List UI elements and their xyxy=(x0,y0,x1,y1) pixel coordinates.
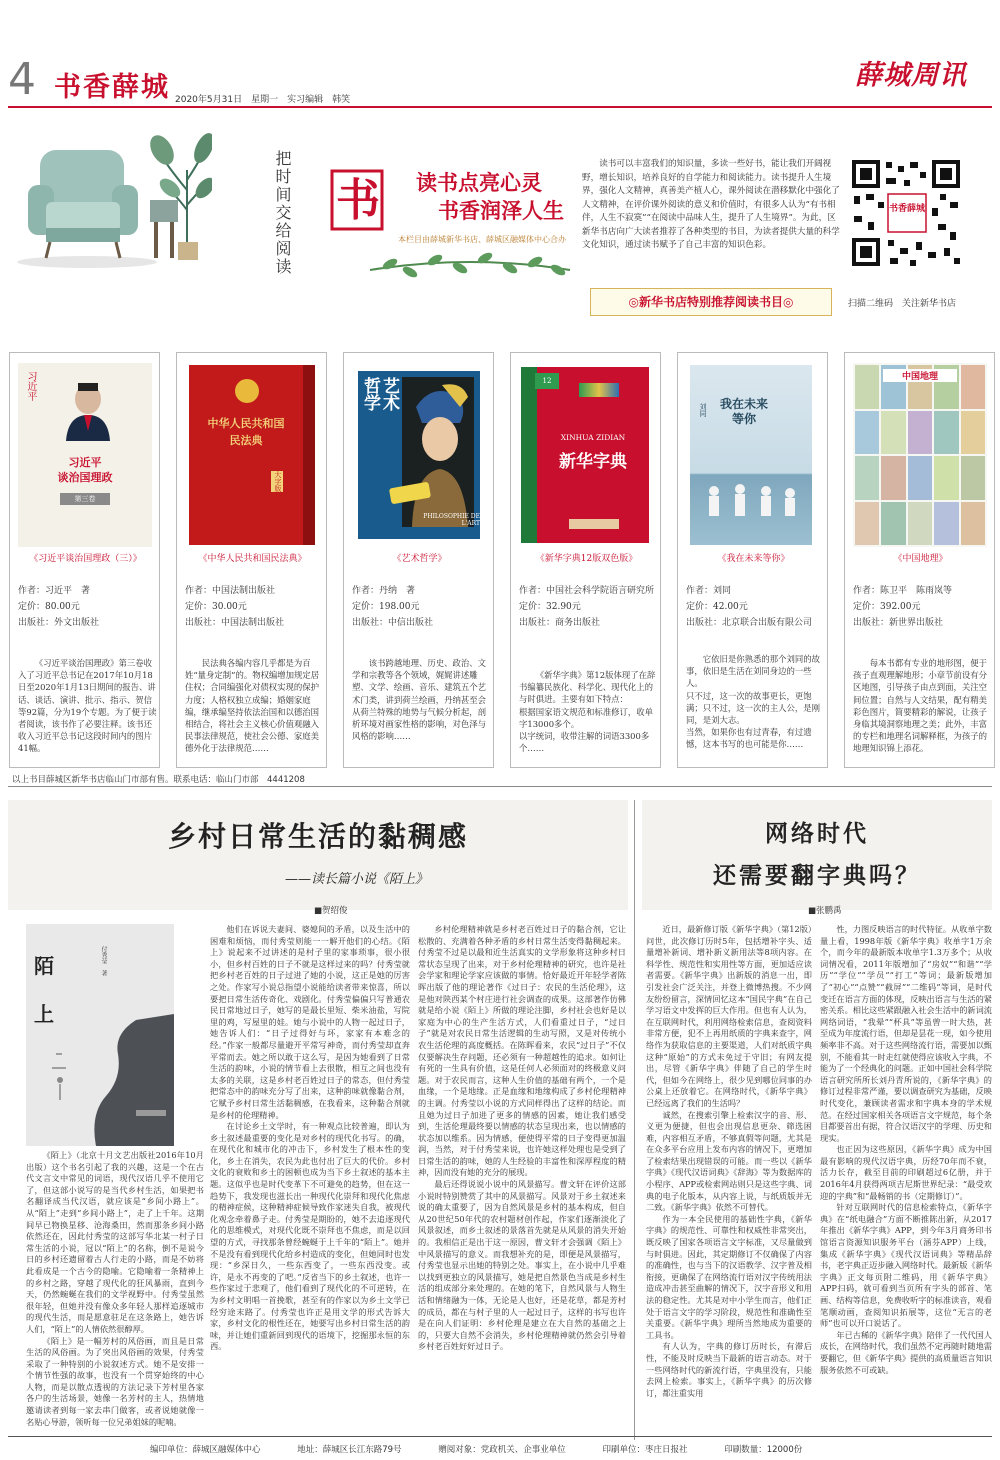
article2-title-line2: 还需要翻字典吗？ xyxy=(713,862,921,889)
section-rule xyxy=(8,786,992,787)
paragraph: 针对互联网时代的信息检索特点，《新华字典》在“纸电融合”方面不断推陈出新，从2017年推出《新华字典》APP，到今年3月商务印书馆语言资源知识服务平台（涵芬APP）上线，集成《新华字典》《现代汉语词典》等精品辞书，老字典正迈步融入网络时代。最新版《新华字典》正文每页附二维码，用《新华字典》APP扫码，就可看到当页所有字头的部首、笔画、结构等信息，免费收听字的标准读音，观看笔顺动画，查阅知识拓展等，这位“无言的老师”也可以开口说话了。 xyxy=(820,1202,992,1329)
book-meta xyxy=(686,583,826,631)
paragraph: 性，力图反映语言的时代特征。从收单字数量上看，1998年版《新华字典》收单字1万余个，而今年的最新版本收单字1.3万多个；从收词情况看，2011年版增加了“房奴”“和谐”“学历”“学位”“学员”“打工”等词；最新版增加了“初心”“点赞”“截屏”“二维码”等词，是时代变迁在语言方面的体现，反映出语言与生活的紧密关系。相比这些紧跟融入社会生活中的新词流网络词语，“我晕”“杯具”等虽曾一时大热，甚至成为年度流行语，但却是昙花一现，如今使用频率非不高。对于这些网络流行语，需要加以甄别，不能看其一时走红就使得应该收入字典，不能为了一个经典化的问题。正如中国社会科学院语言研究所所长刘丹青所说的，《新华字典》的修订过程非常严谨，要以调查研究为基础，反映时代变化，兼顾读者需求和字典本身的学术规范。在经过国家相关各项语言文字规范，每个条目都要首出有据，符合汉语汉字的学理、历史和现实。 xyxy=(820,924,992,1143)
leaf-decoration-icon xyxy=(360,250,580,286)
book-cover-image xyxy=(352,363,486,547)
cover-volume: 刘同 xyxy=(699,403,707,417)
book-meta xyxy=(853,583,993,631)
logo-char: 书 xyxy=(336,175,380,226)
book-meta xyxy=(352,583,492,631)
cover-spine: 习近平 xyxy=(25,371,36,401)
qr-code-icon[interactable] xyxy=(850,158,962,268)
book-cover-image xyxy=(185,363,319,547)
paragraph: 在讨论乡土文学时，有一种观点比较普遍，即认为乡土叙述最重要的变化是对乡村的现代化书写。的确，在现代化和城市化的冲击下，乡村发生了根本性的变化，乡土在消失，农民为此也付出了巨大的代价。乡村文化的衰败和乡土的困顿也成为当下乡土叙述的基本主题。这似乎也是时代变革下不可避免的趋势，但在这一趋势下，我发现也滋长出一种现代化崇拜和现代化焦虑的精神症候，这种精神症候导致作家迷失自我，被现代化观念牵着鼻子走。付秀莹是期盼的，她不去追逐现代化的思维模式，对现代化既不崇拜也不焦虑，而是以回望的方式，寻找那条曾经蜿蜒于上千年的“陌上”。她并不是没有看到现代化给乡村造成的变化，但她同时也发现：“乡深日久，一些东西变了，一些东西没变。或许，是永不再变的了吧。”反省当下的乡土叙述，也许一些作家过于悲观了，他们看到了现代化的不可逆转，在为乡村文明唱一首挽歌，甚至有的作家以为乡土文学已经穷途末路了。付秀莹也许正是用文学的形式告诉大家，乡村文化的根性还在，她要写出乡村日常生活的韵味，并让她们重新回到现代的语境下，挖掘那永恒的东西。 xyxy=(210,1121,410,1352)
book-price: 定价：32.90元 xyxy=(519,602,581,612)
book-meta xyxy=(18,583,158,631)
paragraph: 乡村伦理精神就是乡村老百姓过日子的黏合剂，它让松散的、充满着各种矛盾的乡村日常生活变得黏稠起来。付秀莹不过是以最和近生活真实的文学形象将这种乡村日常状态呈现了出来，对于乡村伦理精神的研究，也许是社会学家和理论学家应该做的事情。恰好最近开年轻学者陈晖出版了他的理论著作《过日子：农民的生活伦理》，这是他对陕西某个村庄进行社会调查的成果。这部著作仿佛就是给小说《陌上》所做的理论注脚，乡村社会也好是以家庭为中心的生产生活方式，人们看重过日子，“过日子”就是对农民日常生活逻辑的生动写照，又是对传统小农生活伦理的高度概括。在陈晖看来，农民“过日子”不仅仅要解决生存问题，还必须有一种超越性的追求。如何让有死的一生具有价值，这是任何人必须面对的终极意义问题。对于农民而言，这种人生价值的基础有两个，一个是血缘，一个是地缘。正是血缘和地缘构成了乡村伦理精神的主调。付秀莹以小说的方式同样得出了这样的结论。而且她为过日子加进了更多的情感的因素，她让我们感受到，生活伦理最终要以情感的状态呈现出来，也以情感的状态加以维系。因为情感，便使得平常的日子变得更加温润，当然，对于付秀莹来说，也许她这样处理也是受到了日常生活的韵味，她的人生经验的丰富性和深厚程度的精神，因而没有她的充分的展现。 xyxy=(418,924,626,1178)
banner-line2: 书香润泽人生 xyxy=(438,198,564,223)
article1-title: 乡村日常生活的黏稠感 xyxy=(167,820,468,853)
book-description: 每本书都有专业的地形图，便于孩子直观理解地形；小章节前设有分区地图，引导孩子由点到面，关注空间位置；自然与人文结果，配有精美彩色图片，简要精彩的解说，让孩子身临其境洞察地理之美；此外，丰富的专栏和地理名词解释框，为孩子的地理知识锦上添花。 xyxy=(853,658,988,754)
book-title[interactable]: 《艺术哲学》 xyxy=(392,554,447,564)
section-title: 书香薛城 xyxy=(54,72,170,103)
paragraph: 作为一本全民使用的基础性字典，《新华字典》的规范性、可靠性和权威性非常突出，既反映了国家各项语言文字标准，又尽量做到与时俱进。因此，其定期修订不仅确保了内容的准确性，也与当下的汉语教学、汉字普及相衔接，更确保了在网络流行语对汉字传统用法造成冲击甚至曲解的情况下，汉字音形义和用法的稳定性。尤其是对中小学生而言，他们正处于语言文字的学习阶段，规范性和准确性至关重要。《新华字典》理所当然地成为重要的工具书。 xyxy=(646,1213,812,1340)
printer: 印刷单位：枣庄日报社 xyxy=(602,1445,688,1455)
publisher-mark xyxy=(569,519,619,529)
banner-line1: 读书点亮心灵 xyxy=(416,170,542,195)
armchair-illustration xyxy=(12,130,212,270)
newspaper-brand: 薛城周讯 xyxy=(855,60,967,91)
paragraph: 有人认为，字典的修订历时长，有滞后性，不能及时反映当下最新的语言动态。对于一些网络时代的新流行语，字典里没有，只能去网上检索。事实上，《新华字典》的历次修订，都注重实用 xyxy=(646,1341,812,1398)
book-author: 作者：习近平 著 xyxy=(18,586,91,596)
article1-col3 xyxy=(418,924,626,1432)
paragraph: 《陌上》（北京十月文艺出版社2016年10月出版）这个书名引起了我的兴趣，这是一个在古代文言文中常见的词语，现代汉语几乎不使用它了，但这部小说写的是当代乡村生活，如果把书名翻译成当代汉语，就应该是“乡间小路上”。从“陌上”走到“乡间小路上”，走了上千年。这期间早已物换星移、沧海桑田，然而那条乡间小路依然还在，因此付秀莹的这部写华北某一村子日常生活的小说，冠以“陌上”的名称，倒不是说今日的乡村还遗留着古人行走的小路，而是不妨将此看成是一个古今的隐喻。它隐喻着一条精神上的乡村之路，穿越了现代化的狂风暴雨，直到今天，仍然蜿蜒在我们的文学视野中。付秀莹虽然很年轻，但她并没有像众多年轻人那样追逐城市的现代生活，而是愿意驻足在这条路上，她告诉人们，“陌上”的人情依然很醇厚。 xyxy=(26,1150,204,1334)
cover-title: 我在未来 等你 xyxy=(719,397,768,426)
book-author: 作者：陈卫平 陈雨岚等 xyxy=(853,586,953,596)
book-price: 定价：198.00元 xyxy=(352,602,420,612)
date-line: 2020年5月31日 星期一 实习编辑 韩笑 xyxy=(175,95,351,105)
cover-volume: 第三卷 xyxy=(60,493,110,505)
book-publisher: 出版社：新世界出版社 xyxy=(853,618,944,628)
book-availability-note: 以上书目薛城区新华书店临山门市部有售。联系电话：临山门市部 4441208 xyxy=(12,775,305,785)
cover-volume: XINHUA ZIDIAN xyxy=(560,433,626,442)
book-publisher: 出版社：北京联合出版有限公司 xyxy=(686,618,813,628)
book-price: 定价：392.00元 xyxy=(853,602,921,612)
cover-title: 新华字典 xyxy=(559,452,627,472)
article1-col1 xyxy=(26,1150,204,1432)
book-price: 定价：42.00元 xyxy=(686,602,748,612)
book-price: 定价：30.00元 xyxy=(185,602,247,612)
cover-volume: 大字版 xyxy=(271,471,283,492)
article2-col1 xyxy=(646,924,812,1432)
painting-portrait-icon xyxy=(402,377,474,527)
article1-author: ■贺绍俊 xyxy=(314,906,348,916)
paragraph: 他们在诉说夫妻间、婆媳间的矛盾，以及生活中的困难和烦恼，而付秀莹则能一一解开他们的心结。《陌上》说起来不过讲述的是村子里的家事琐事，很小很小，但乡村百姓的日子不就是这样过来的吗？付秀莹就把乡村老百姓的日子过进了她的小说，这正是她的厉害之处。作家写小说总指望小说能给读者带来惊喜，所以要把日常生活传奇化、戏剧化。付秀莹偏偏只写普通农民日常地过日子，她写的是最长里短、柴米油盐，写院里的鸡，写屋里的娃。她与小说中的人物一起过日子，她告诉人们：“日子过得好与坏，家家有本难念的经。”作家一般都尽量避开平常写神奇，而付秀莹却直奔平常而去。她之所以敢于这么写，是因为她看到了日常生活的韵味，小说的情节看上去很散，相互之间也没有太多的关联，这是乡村老百姓过日子的常态，但付秀莹把常态中的韵味充分写了出来，这种韵味就像黏合剂，它赋予乡村日常生活黏稠感，在我看来，这种黏合剂就是乡村的伦理精神。 xyxy=(210,924,410,1120)
book-publisher: 出版社：中国法制出版社 xyxy=(185,618,285,628)
banner-subtitle: 本栏目由薛城新华书店、薛城区融媒体中心合办 xyxy=(398,235,566,244)
article2-col2 xyxy=(820,924,992,1432)
intro-paragraph: 读书可以丰富我们的知识量，多读一些好书，能让我们开阔视野，增长知识，培养良好的自学能力和阅读能力。读书提升人生境界，强化人文精神，真善美产植人心，课外阅读在潜移默化中强化了人文精神，在评价课外阅读的意义和价值时，有很多人认为“有书相伴，人生不寂寞”“在阅读中品味人生，提升了人生境界”。为此，区新华书店向广大读者推荐了各种类型的书目，为读者提供大量的科学文化知识，通过读书赋予了自己丰富的知识色彩。 xyxy=(582,159,840,250)
color-strip xyxy=(579,383,619,397)
qr-caption: 扫描二维码 关注新华书店 xyxy=(848,299,957,309)
cover-title: 习近平 谈治国理政 xyxy=(57,456,113,484)
paragraph: 也正因为这些原因，《新华字典》成为中国最有影响的现代汉语字典，历经70年而不衰，活力长存，截至目前的印刷超过6亿册，并于2016年4月获得两项吉尼斯世界纪录：“最受欢迎的字典”和“最畅销的书（定期修订）”。 xyxy=(820,1144,992,1201)
article1-col2 xyxy=(210,924,410,1432)
footer-rule xyxy=(8,1436,992,1437)
book-description: 民法典各编内容几乎都是为百姓“量身定制”的。物权编增加规定居住权；合同编强化对债权实现的保护力度；人格权独立成编；婚姻家庭编，继承编坚持依法治国和以德治国相结合，将社会主义核心价值观融入民事法律规范，使社会公德、家庭美德外化于法律规范…… xyxy=(185,658,320,754)
book-description: 该书跨越地理、历史、政治、文学和宗教等各个领域，娓娓讲述雕塑、文学、绘画、音乐、建筑五个艺术门类，讲到荷兰绘画，丹纳甚至会从荷兰特殊的地势与气候分析起，剖析环境对画家性格的影响，对色泽与风格的影响…… xyxy=(352,658,487,742)
book-card[interactable] xyxy=(343,352,494,768)
cover-title: 艺术 哲学 xyxy=(360,377,399,411)
book-price: 定价：80.00元 xyxy=(18,602,80,612)
qr-badge-text: 书香薛城 xyxy=(888,204,926,214)
article2-title-line1: 网络时代 xyxy=(765,820,869,847)
recommend-banner: ◎新华书店特别推荐阅读书目◎ xyxy=(590,288,832,316)
paragraph: 年已古稀的《新华字典》陪伴了一代代国人成长，在网络时代，我们虽然不定再随时随地需要翻它，但《新华字典》提供的高质量语言知识服务依然不可或缺。 xyxy=(820,1329,992,1375)
article1-subtitle: ——读长篇小说《陌上》 xyxy=(285,872,429,887)
article1-book-cover xyxy=(26,924,174,1146)
cover-art-icon xyxy=(26,1014,174,1146)
book-card[interactable] xyxy=(677,352,828,768)
book-description: 它依旧是你熟悉的那个刘同的故事，依旧是生活在刘同身边的一些人。 只不过，这一次的故事更长，更饱满；只不过，这一次的主人公，是刚同，是刘大志。 当然，如果你也有过青春，有过遗憾，这本书写的也可能是你…… xyxy=(686,654,821,750)
book-title[interactable]: 《中华人民共和国民法典》 xyxy=(198,554,307,564)
paragraph: 近日，最新修订版《新华字典》（第12版）问世，此次修订历时5年，包括增补字头、适量增补新词、增补新义新用法等8项内容。在科学性、规范性和实用性等方面，更加适应读者需要。《新华字典》出新版的消息一出，即引发社会广泛关注，并登上微博热搜。不少网友纷纷留言，深情回忆这本“国民字典”在自己学习语文中发挥的巨大作用。但也有人认为，在互联网时代，利用网络检索信息，查阅资料非常方便，犯不上再用纸质的字典来查字，网络作为获取信息的主要渠道，人们对纸质字典这种“原始”的方式未免过于守旧；有网友提出，尽管《新华字典》伴随了自己的学生时代，但如今在网络上，很少见到哪位同事的办公桌上还放着它。在网络时代，《新华字典》已经远离了我们的生活吗？ xyxy=(646,924,812,1108)
book-description: 《习近平谈治国理政》第三卷收入了习近平总书记在2017年10月18日至2020年1月13日期间的报告、讲话、谈话、演讲、批示、指示、贺信等92篇，分为19个专题。为了便于读者阅读，该书作了必要注释。该书还收入习近平总书记这段时间内的图片41幅。 xyxy=(18,658,157,754)
book-cover-image xyxy=(18,363,152,547)
book-author: 作者：中国法制出版社 xyxy=(185,586,276,596)
print-count: 印刷数量：12000份 xyxy=(724,1445,803,1455)
book-title[interactable]: 《习近平谈治国理政（三）》 xyxy=(29,554,142,564)
book-card[interactable] xyxy=(510,352,661,768)
book-publisher: 出版社：中信出版社 xyxy=(352,618,434,628)
cover-title: 陌 上 xyxy=(34,954,54,1026)
book-cover-image xyxy=(686,363,820,547)
article2-author: ■张鹏禹 xyxy=(808,906,842,916)
paragraph: 《陌上》是一幅芳村的风俗画，而且是日常生活的风俗画。为了突出风俗画的效果，付秀莹采取了一种特别的小说叙述方式。她不是安排一个情节性强的故事，也没有一个贯穿始终的中心人物，而是以散点透视的方法记录下芳村里各家各户的生活场景，她像一名芳村的主人，热情地邀请读者到每一家去串门做客，或者说她就像一名贴心导游，领听每一位兄弟姐妹的呢喃。 xyxy=(26,1335,204,1427)
book-card[interactable] xyxy=(844,352,995,768)
header-rule xyxy=(8,106,992,108)
book-publisher: 出版社：商务出版社 xyxy=(519,618,601,628)
cover-author: 付秀莹 著 xyxy=(100,946,107,976)
book-author: 作者：丹纳 著 xyxy=(352,586,416,596)
portrait-icon xyxy=(62,381,114,441)
emblem-icon xyxy=(235,379,259,403)
book-title[interactable]: 《我在未来等你》 xyxy=(717,554,790,564)
column-divider xyxy=(634,800,635,1440)
book-author: 作者：刘同 xyxy=(686,586,732,596)
cover-title: 中国地理 xyxy=(883,369,957,382)
page-number: 4 xyxy=(8,54,36,105)
book-publisher: 出版社：外文出版社 xyxy=(18,618,100,628)
book-description: 《新华字典》第12版体现了在辞书编纂民族化、科学化、现代化上的与时俱进。主要有如下特点： 根据国家语文规范和标准修订，收单字13000多个。 以字统词，收带注解的词语3300多个…… xyxy=(519,670,656,754)
editor-unit: 编印单位：薛城区融媒体中心 xyxy=(150,1445,261,1455)
book-logo-icon xyxy=(330,165,386,235)
book-author: 作者：中国社会科学院语言研究所 xyxy=(519,586,655,596)
book-title[interactable]: 《新华字典12版双色版》 xyxy=(535,554,638,564)
address: 地址：薛城区长江东路79号 xyxy=(297,1445,402,1455)
cover-volume: PHILOSOPHIE DE L'ART xyxy=(423,513,480,527)
book-title[interactable]: 《中国地理》 xyxy=(893,554,948,564)
book-card[interactable] xyxy=(9,352,160,768)
people-silhouette-icon xyxy=(700,481,804,521)
gift-target: 赠阅对象：党政机关、企事业单位 xyxy=(438,1445,566,1455)
book-meta xyxy=(519,583,659,631)
book-card[interactable] xyxy=(176,352,327,768)
book-cover-image xyxy=(519,363,653,547)
paragraph: 最后还得说说小说中的风景描写。曹文轩在评价这部小说时特别赞赏了其中的风景描写。风景对于乡土叙述来说的确太重要了，因为自然风景是乡村的基本构成，但自从20世纪50年代的农村题材创作起，作家们逐渐淡化了风景叙述，而乡土叙述的景落首先就是从风景的消失开始的。我相信正是出于这一原因，曹文轩才会强调《陌上》中风景描写的意义。而我想补充的是，即便是风景描写，付秀莹也显示出她的特别之处。事实上，在小说中几乎难以找到更独立的风景描写，她是把自然景色当成是乡村生活的组成部分来处理的。在她的笔下，自然风景与人物生活和情绪融为一体，无论是人也好，还是花草，都是芳村的成员，都在与村子里的人一起过日子，这样的书写也许是在向人们证明：乡村伦理是建立在大自然的基础之上的，只要大自然不会消失，乡村伦理精神就仍然会引导着乡村老百姓好好过日子。 xyxy=(418,1179,626,1352)
colophon xyxy=(150,1443,990,1455)
paragraph: 诚然，在搜索引擎上检索汉字的音、形、义更为便捷，但也会出现信息更杂、筛选困难，内容相互矛盾，不够真假等问题，尤其是在众多平台应用上发布内容的情况下，更增加了检索结果出现错误的可能。而一些以《新华字典》《现代汉语词典》《辞海》等为数据库的小程序、APP或检索网站则只是这些字典、词典的电子化版本，从内容上说，与纸质版并无二致。《新华字典》依然不可替代。 xyxy=(646,1109,812,1213)
vertical-title: 把时间交给阅读 xyxy=(273,150,292,276)
book-meta xyxy=(185,583,325,631)
cover-title: 中华人民共和国 民法典 xyxy=(207,417,285,447)
edition-badge-icon: 12 xyxy=(535,373,559,389)
book-cover-image xyxy=(853,363,987,547)
